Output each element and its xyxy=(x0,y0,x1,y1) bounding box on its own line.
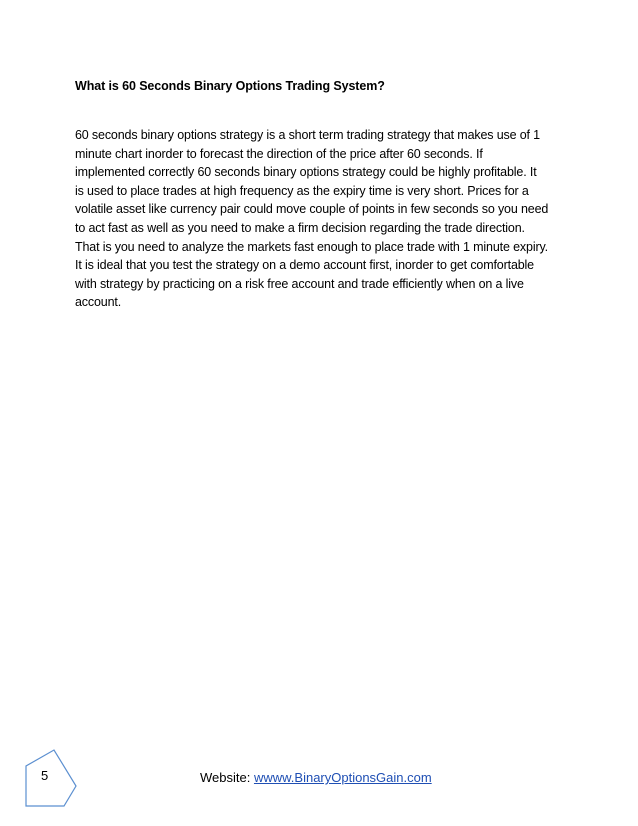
body-line: That is you need to analyze the markets fast enough to place trade with 1 minute expiry. xyxy=(75,239,548,254)
body-paragraph xyxy=(75,126,575,312)
website-label: Website: xyxy=(200,770,254,785)
footer xyxy=(200,770,432,785)
body-line: volatile asset like currency pair could move couple of points in few seconds so you need xyxy=(75,202,549,217)
body-line: with strategy by practicing on a risk free account and trade efficiently when on a live xyxy=(75,276,524,291)
page-number-badge-icon xyxy=(22,748,78,808)
body-line: account. xyxy=(75,295,122,310)
page-number: 5 xyxy=(41,768,49,783)
body-line: minute chart inorder to forecast the direction of the price after 60 seconds. If xyxy=(75,146,483,161)
body-line: It is ideal that you test the strategy on a demo account first, inorder to get comfortable xyxy=(75,258,534,273)
section-heading: What is 60 Seconds Binary Options Trading System? xyxy=(75,79,385,93)
body-line: 60 seconds binary options strategy is a short term trading strategy that makes use of 1 xyxy=(75,128,540,142)
body-line: implemented correctly 60 seconds binary options strategy could be highly profitable. It xyxy=(75,165,537,180)
body-line: to act fast as well as you need to make a firm decision regarding the trade direction. xyxy=(75,220,525,235)
body-line: is used to place trades at high frequency as the expiry time is very short. Prices for a xyxy=(75,183,529,198)
website-link[interactable]: wwww.BinaryOptionsGain.com xyxy=(253,770,432,785)
